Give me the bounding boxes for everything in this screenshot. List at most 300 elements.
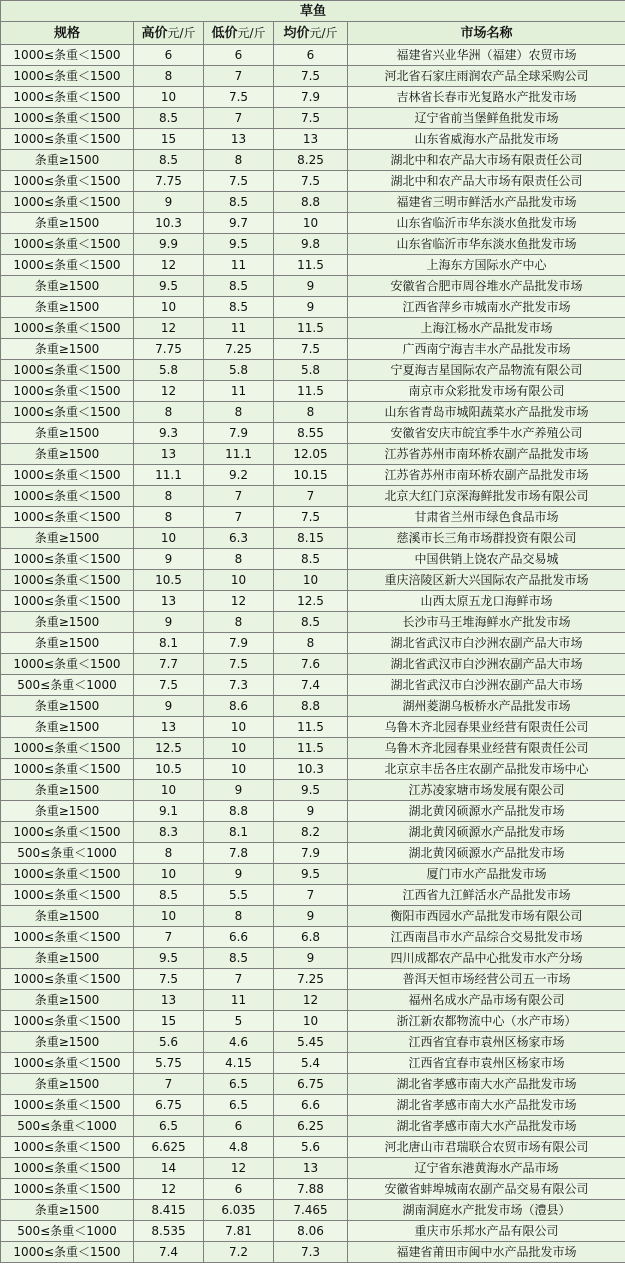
table-row xyxy=(1,612,625,633)
market-name-cell: 甘肃省兰州市绿色食品市场 xyxy=(348,507,625,528)
high-price-cell: 8.5 xyxy=(134,108,204,129)
low-price-cell: 7.2 xyxy=(204,1242,274,1263)
table-row xyxy=(1,1158,625,1179)
low-price-cell: 7.8 xyxy=(204,843,274,864)
market-name-cell: 湖州菱湖乌板桥水产品批发市场 xyxy=(348,696,625,717)
high-price-cell: 6.75 xyxy=(134,1095,204,1116)
low-price-cell: 13 xyxy=(204,129,274,150)
market-name-cell: 长沙市马王堆海鲜水产批发市场 xyxy=(348,612,625,633)
high-price-cell: 5.75 xyxy=(134,1053,204,1074)
spec-cell: 1000≤条重＜1500 xyxy=(1,591,134,612)
market-name-cell: 厦门市水产品批发市场 xyxy=(348,864,625,885)
low-price-cell: 5.5 xyxy=(204,885,274,906)
header-row xyxy=(1,22,625,45)
market-name-cell: 湖北省孝感市南大水产品批发市场 xyxy=(348,1095,625,1116)
spec-cell: 1000≤条重＜1500 xyxy=(1,255,134,276)
table-row xyxy=(1,1053,625,1074)
high-price-cell: 10 xyxy=(134,780,204,801)
low-price-cell: 7 xyxy=(204,108,274,129)
low-price-cell: 11.1 xyxy=(204,444,274,465)
high-price-cell: 8 xyxy=(134,486,204,507)
market-name-cell: 重庆涪陵区新大兴国际农产品批发市场 xyxy=(348,570,625,591)
spec-cell: 1000≤条重＜1500 xyxy=(1,1179,134,1200)
low-price-cell: 9.2 xyxy=(204,465,274,486)
low-price-cell: 7.9 xyxy=(204,633,274,654)
high-price-cell: 8 xyxy=(134,843,204,864)
table-row xyxy=(1,549,625,570)
spec-cell: 1000≤条重＜1500 xyxy=(1,87,134,108)
market-name-cell: 辽宁省前当堡鲜鱼批发市场 xyxy=(348,108,625,129)
market-name-cell: 湖北省武汉市白沙洲农副产品大市场 xyxy=(348,633,625,654)
market-name-cell: 江西省宜春市袁州区杨家市场 xyxy=(348,1053,625,1074)
market-name-cell: 湖北黄冈硕源水产品批发市场 xyxy=(348,822,625,843)
market-name-cell: 普洱天恒市场经营公司五一市场 xyxy=(348,969,625,990)
spec-cell: 条重≥1500 xyxy=(1,948,134,969)
avg-price-cell: 13 xyxy=(274,1158,348,1179)
market-name-cell: 重庆市乐邦水产品有限公司 xyxy=(348,1221,625,1242)
avg-price-cell: 11.5 xyxy=(274,318,348,339)
market-name-cell: 湖北省孝感市南大水产品批发市场 xyxy=(348,1116,625,1137)
low-price-cell: 4.8 xyxy=(204,1137,274,1158)
table-row xyxy=(1,675,625,696)
table-row xyxy=(1,780,625,801)
avg-price-cell: 11.5 xyxy=(274,255,348,276)
table-row xyxy=(1,1116,625,1137)
spec-cell: 条重≥1500 xyxy=(1,906,134,927)
table-row xyxy=(1,1242,625,1263)
table-row xyxy=(1,1179,625,1200)
market-name-cell: 上海江杨水产品批发市场 xyxy=(348,318,625,339)
market-name-cell: 江苏省苏州市南环桥农副产品批发市场 xyxy=(348,465,625,486)
market-name-cell: 山东省威海水产品批发市场 xyxy=(348,129,625,150)
low-price-cell: 10 xyxy=(204,759,274,780)
avg-price-cell: 7.6 xyxy=(274,654,348,675)
avg-price-cell: 7.9 xyxy=(274,843,348,864)
low-price-cell: 5 xyxy=(204,1011,274,1032)
market-name-cell: 湖北黄冈硕源水产品批发市场 xyxy=(348,843,625,864)
low-price-cell: 8 xyxy=(204,402,274,423)
low-price-cell: 6 xyxy=(204,1116,274,1137)
market-name-cell: 山西太原五龙口海鲜市场 xyxy=(348,591,625,612)
high-price-cell: 8.535 xyxy=(134,1221,204,1242)
avg-price-cell: 8.25 xyxy=(274,150,348,171)
table-row xyxy=(1,927,625,948)
avg-price-cell: 6 xyxy=(274,45,348,66)
spec-cell: 500≤条重＜1000 xyxy=(1,675,134,696)
table-row xyxy=(1,969,625,990)
spec-cell: 条重≥1500 xyxy=(1,717,134,738)
avg-price-cell: 7.5 xyxy=(274,339,348,360)
avg-price-cell: 13 xyxy=(274,129,348,150)
market-name-cell: 中国供销上饶农产品交易城 xyxy=(348,549,625,570)
spec-cell: 条重≥1500 xyxy=(1,696,134,717)
spec-cell: 1000≤条重＜1500 xyxy=(1,171,134,192)
low-price-cell: 11 xyxy=(204,990,274,1011)
low-price-cell: 9.7 xyxy=(204,213,274,234)
spec-cell: 1000≤条重＜1500 xyxy=(1,129,134,150)
header-avg xyxy=(274,22,348,45)
spec-cell: 条重≥1500 xyxy=(1,780,134,801)
market-name-cell: 慈溪市长三角市场群投资有限公司 xyxy=(348,528,625,549)
avg-price-cell: 6.6 xyxy=(274,1095,348,1116)
spec-cell: 1000≤条重＜1500 xyxy=(1,885,134,906)
avg-price-cell: 7.4 xyxy=(274,675,348,696)
spec-cell: 条重≥1500 xyxy=(1,1200,134,1221)
low-price-cell: 11 xyxy=(204,381,274,402)
spec-cell: 1000≤条重＜1500 xyxy=(1,402,134,423)
table-row xyxy=(1,360,625,381)
market-name-cell: 湖北省孝感市南大水产品批发市场 xyxy=(348,1074,625,1095)
low-price-cell: 7.9 xyxy=(204,423,274,444)
avg-price-cell: 12 xyxy=(274,990,348,1011)
table-title: 草鱼 xyxy=(1,1,625,22)
avg-price-cell: 9 xyxy=(274,276,348,297)
table-row xyxy=(1,87,625,108)
avg-price-cell: 9.5 xyxy=(274,780,348,801)
table-row xyxy=(1,129,625,150)
high-price-cell: 12 xyxy=(134,255,204,276)
avg-price-cell: 7.3 xyxy=(274,1242,348,1263)
avg-price-cell: 9 xyxy=(274,906,348,927)
low-price-cell: 8.5 xyxy=(204,192,274,213)
spec-cell: 条重≥1500 xyxy=(1,444,134,465)
table-row xyxy=(1,1011,625,1032)
spec-cell: 条重≥1500 xyxy=(1,528,134,549)
avg-price-cell: 7.9 xyxy=(274,87,348,108)
table-row xyxy=(1,66,625,87)
table-row xyxy=(1,255,625,276)
low-price-cell: 7.5 xyxy=(204,87,274,108)
table-row xyxy=(1,108,625,129)
low-price-cell: 6.5 xyxy=(204,1095,274,1116)
avg-price-cell: 9 xyxy=(274,948,348,969)
table-row xyxy=(1,381,625,402)
high-price-cell: 10.5 xyxy=(134,759,204,780)
market-name-cell: 安徽省蚌埠城南农副产品交易有限公司 xyxy=(348,1179,625,1200)
low-price-cell: 9.5 xyxy=(204,234,274,255)
table-row xyxy=(1,948,625,969)
avg-price-cell: 7.5 xyxy=(274,108,348,129)
market-name-cell: 北京京丰岳各庄农副产品批发市场中心 xyxy=(348,759,625,780)
market-name-cell: 福建省兴业华洲（福建）农贸市场 xyxy=(348,45,625,66)
high-price-cell: 9 xyxy=(134,696,204,717)
table-row xyxy=(1,759,625,780)
spec-cell: 1000≤条重＜1500 xyxy=(1,45,134,66)
high-price-cell: 6.5 xyxy=(134,1116,204,1137)
high-price-cell: 9.5 xyxy=(134,948,204,969)
spec-cell: 1000≤条重＜1500 xyxy=(1,1011,134,1032)
low-price-cell: 8.8 xyxy=(204,801,274,822)
table-row xyxy=(1,864,625,885)
market-name-cell: 浙江新农都物流中心（水产市场） xyxy=(348,1011,625,1032)
high-price-cell: 7.5 xyxy=(134,675,204,696)
avg-price-cell: 8 xyxy=(274,402,348,423)
high-price-cell: 8.3 xyxy=(134,822,204,843)
market-name-cell: 江苏省苏州市南环桥农副产品批发市场 xyxy=(348,444,625,465)
spec-cell: 1000≤条重＜1500 xyxy=(1,927,134,948)
high-price-cell: 6 xyxy=(134,45,204,66)
spec-cell: 1000≤条重＜1500 xyxy=(1,108,134,129)
high-price-cell: 10 xyxy=(134,528,204,549)
spec-cell: 条重≥1500 xyxy=(1,1074,134,1095)
high-price-cell: 6.625 xyxy=(134,1137,204,1158)
avg-price-cell: 7.5 xyxy=(274,171,348,192)
market-name-cell: 湖南洞庭水产批发市场（澧县） xyxy=(348,1200,625,1221)
avg-price-cell: 8.2 xyxy=(274,822,348,843)
low-price-cell: 8.1 xyxy=(204,822,274,843)
market-name-cell: 山东省临沂市华东淡水鱼批发市场 xyxy=(348,234,625,255)
header-avg-label: 均价 xyxy=(283,25,310,41)
avg-price-cell: 8.8 xyxy=(274,192,348,213)
spec-cell: 1000≤条重＜1500 xyxy=(1,318,134,339)
table-row xyxy=(1,1200,625,1221)
market-name-cell: 湖北中和农产品大市场有限责任公司 xyxy=(348,150,625,171)
spec-cell: 1000≤条重＜1500 xyxy=(1,1158,134,1179)
avg-price-cell: 6.25 xyxy=(274,1116,348,1137)
avg-price-cell: 9.5 xyxy=(274,864,348,885)
spec-cell: 1000≤条重＜1500 xyxy=(1,549,134,570)
table-row xyxy=(1,885,625,906)
low-price-cell: 6 xyxy=(204,1179,274,1200)
low-price-cell: 10 xyxy=(204,717,274,738)
table-row xyxy=(1,150,625,171)
table-row xyxy=(1,465,625,486)
avg-price-cell: 6.75 xyxy=(274,1074,348,1095)
avg-price-cell: 10.15 xyxy=(274,465,348,486)
high-price-cell: 9 xyxy=(134,549,204,570)
table-row xyxy=(1,213,625,234)
low-price-cell: 8.6 xyxy=(204,696,274,717)
low-price-cell: 7.5 xyxy=(204,654,274,675)
avg-price-cell: 10.3 xyxy=(274,759,348,780)
low-price-cell: 8.5 xyxy=(204,948,274,969)
high-price-cell: 12 xyxy=(134,318,204,339)
spec-cell: 1000≤条重＜1500 xyxy=(1,234,134,255)
low-price-cell: 7 xyxy=(204,507,274,528)
market-name-cell: 江苏凌家塘市场发展有限公司 xyxy=(348,780,625,801)
spec-cell: 1000≤条重＜1500 xyxy=(1,570,134,591)
header-high-unit: 元/斤 xyxy=(167,25,196,40)
avg-price-cell: 7.5 xyxy=(274,66,348,87)
avg-price-cell: 7.88 xyxy=(274,1179,348,1200)
high-price-cell: 7.75 xyxy=(134,339,204,360)
avg-price-cell: 8.5 xyxy=(274,549,348,570)
table-body xyxy=(1,45,625,1263)
high-price-cell: 7.5 xyxy=(134,969,204,990)
high-price-cell: 10 xyxy=(134,864,204,885)
avg-price-cell: 6.8 xyxy=(274,927,348,948)
spec-cell: 1000≤条重＜1500 xyxy=(1,465,134,486)
high-price-cell: 9.5 xyxy=(134,276,204,297)
low-price-cell: 8 xyxy=(204,906,274,927)
spec-cell: 1000≤条重＜1500 xyxy=(1,969,134,990)
high-price-cell: 13 xyxy=(134,444,204,465)
spec-cell: 1000≤条重＜1500 xyxy=(1,822,134,843)
market-name-cell: 乌鲁木齐北园春果业经营有限责任公司 xyxy=(348,738,625,759)
spec-cell: 1000≤条重＜1500 xyxy=(1,192,134,213)
market-name-cell: 湖北省武汉市白沙洲农副产品大市场 xyxy=(348,654,625,675)
high-price-cell: 9.1 xyxy=(134,801,204,822)
table-row xyxy=(1,822,625,843)
high-price-cell: 12 xyxy=(134,1179,204,1200)
low-price-cell: 6.6 xyxy=(204,927,274,948)
low-price-cell: 7.81 xyxy=(204,1221,274,1242)
table-row xyxy=(1,1221,625,1242)
table-row xyxy=(1,717,625,738)
spec-cell: 500≤条重＜1000 xyxy=(1,1116,134,1137)
avg-price-cell: 7 xyxy=(274,486,348,507)
table-row xyxy=(1,696,625,717)
table-row xyxy=(1,990,625,1011)
spec-cell: 1000≤条重＜1500 xyxy=(1,360,134,381)
avg-price-cell: 8.8 xyxy=(274,696,348,717)
market-name-cell: 江西省萍乡市城南水产批发市场 xyxy=(348,297,625,318)
market-name-cell: 四川成都农产品中心批发市水产分场 xyxy=(348,948,625,969)
market-name-cell: 山东省青岛市城阳蔬菜水产品批发市场 xyxy=(348,402,625,423)
table-row xyxy=(1,906,625,927)
low-price-cell: 8.5 xyxy=(204,297,274,318)
spec-cell: 1000≤条重＜1500 xyxy=(1,1095,134,1116)
market-name-cell: 湖北黄冈硕源水产品批发市场 xyxy=(348,801,625,822)
high-price-cell: 15 xyxy=(134,1011,204,1032)
spec-cell: 1000≤条重＜1500 xyxy=(1,381,134,402)
low-price-cell: 6.3 xyxy=(204,528,274,549)
header-low xyxy=(204,22,274,45)
avg-price-cell: 5.6 xyxy=(274,1137,348,1158)
spec-cell: 条重≥1500 xyxy=(1,1032,134,1053)
high-price-cell: 7 xyxy=(134,927,204,948)
table-row xyxy=(1,843,625,864)
header-low-label: 低价 xyxy=(211,25,238,41)
market-name-cell: 江西南昌市水产品综合交易批发市场 xyxy=(348,927,625,948)
low-price-cell: 4.6 xyxy=(204,1032,274,1053)
avg-price-cell: 11.5 xyxy=(274,738,348,759)
high-price-cell: 12.5 xyxy=(134,738,204,759)
high-price-cell: 8.415 xyxy=(134,1200,204,1221)
table-row xyxy=(1,297,625,318)
spec-cell: 1000≤条重＜1500 xyxy=(1,654,134,675)
market-name-cell: 安徽省安庆市皖宜季牛水产养殖公司 xyxy=(348,423,625,444)
avg-price-cell: 5.45 xyxy=(274,1032,348,1053)
market-name-cell: 衡阳市西园水产品批发市场有限公司 xyxy=(348,906,625,927)
low-price-cell: 7 xyxy=(204,969,274,990)
table-row xyxy=(1,45,625,66)
low-price-cell: 7 xyxy=(204,486,274,507)
spec-cell: 条重≥1500 xyxy=(1,150,134,171)
market-name-cell: 河北省石家庄雨润农产品全球采购公司 xyxy=(348,66,625,87)
high-price-cell: 10.5 xyxy=(134,570,204,591)
high-price-cell: 9.3 xyxy=(134,423,204,444)
avg-price-cell: 8.06 xyxy=(274,1221,348,1242)
table-row xyxy=(1,507,625,528)
avg-price-cell: 8.5 xyxy=(274,612,348,633)
spec-cell: 1000≤条重＜1500 xyxy=(1,864,134,885)
spec-cell: 条重≥1500 xyxy=(1,612,134,633)
table-row xyxy=(1,444,625,465)
table-row xyxy=(1,591,625,612)
low-price-cell: 11 xyxy=(204,318,274,339)
low-price-cell: 9 xyxy=(204,864,274,885)
avg-price-cell: 7.5 xyxy=(274,507,348,528)
market-name-cell: 江西省九江鲜活水产品批发市场 xyxy=(348,885,625,906)
spec-cell: 条重≥1500 xyxy=(1,339,134,360)
high-price-cell: 11.1 xyxy=(134,465,204,486)
spec-cell: 1000≤条重＜1500 xyxy=(1,1053,134,1074)
spec-cell: 条重≥1500 xyxy=(1,276,134,297)
low-price-cell: 8 xyxy=(204,549,274,570)
low-price-cell: 6.035 xyxy=(204,1200,274,1221)
spec-cell: 1000≤条重＜1500 xyxy=(1,507,134,528)
avg-price-cell: 10 xyxy=(274,1011,348,1032)
high-price-cell: 7 xyxy=(134,1074,204,1095)
spec-cell: 条重≥1500 xyxy=(1,297,134,318)
market-name-cell: 湖北中和农产品大市场有限责任公司 xyxy=(348,171,625,192)
table-row xyxy=(1,801,625,822)
spec-cell: 1000≤条重＜1500 xyxy=(1,66,134,87)
market-name-cell: 福建省莆田市闽中水产品批发市场 xyxy=(348,1242,625,1263)
high-price-cell: 7.7 xyxy=(134,654,204,675)
market-name-cell: 安徽省合肥市周谷堆水产品批发市场 xyxy=(348,276,625,297)
low-price-cell: 7.5 xyxy=(204,171,274,192)
high-price-cell: 13 xyxy=(134,591,204,612)
avg-price-cell: 5.8 xyxy=(274,360,348,381)
spec-cell: 1000≤条重＜1500 xyxy=(1,1137,134,1158)
header-avg-unit: 元/斤 xyxy=(309,25,338,40)
avg-price-cell: 10 xyxy=(274,213,348,234)
market-name-cell: 南京市众彩批发市场有限公司 xyxy=(348,381,625,402)
high-price-cell: 8.5 xyxy=(134,150,204,171)
high-price-cell: 15 xyxy=(134,129,204,150)
table-row xyxy=(1,738,625,759)
avg-price-cell: 8.15 xyxy=(274,528,348,549)
table-row xyxy=(1,570,625,591)
high-price-cell: 9 xyxy=(134,612,204,633)
market-name-cell: 上海东方国际水产中心 xyxy=(348,255,625,276)
market-name-cell: 北京大红门京深海鲜批发市场有限公司 xyxy=(348,486,625,507)
avg-price-cell: 8.55 xyxy=(274,423,348,444)
low-price-cell: 10 xyxy=(204,570,274,591)
spec-cell: 1000≤条重＜1500 xyxy=(1,1242,134,1263)
high-price-cell: 5.8 xyxy=(134,360,204,381)
low-price-cell: 6 xyxy=(204,45,274,66)
high-price-cell: 5.6 xyxy=(134,1032,204,1053)
high-price-cell: 7.4 xyxy=(134,1242,204,1263)
avg-price-cell: 12.5 xyxy=(274,591,348,612)
low-price-cell: 7 xyxy=(204,66,274,87)
market-name-cell: 宁夏海吉星国际农产品物流有限公司 xyxy=(348,360,625,381)
table-row xyxy=(1,633,625,654)
market-name-cell: 吉林省长春市光复路水产批发市场 xyxy=(348,87,625,108)
spec-cell: 条重≥1500 xyxy=(1,213,134,234)
table-row xyxy=(1,654,625,675)
table-row xyxy=(1,1095,625,1116)
spec-cell: 条重≥1500 xyxy=(1,801,134,822)
market-name-cell: 辽宁省东港黄海水产品市场 xyxy=(348,1158,625,1179)
table-row xyxy=(1,1074,625,1095)
avg-price-cell: 10 xyxy=(274,570,348,591)
avg-price-cell: 7 xyxy=(274,885,348,906)
high-price-cell: 8 xyxy=(134,66,204,87)
header-low-unit: 元/斤 xyxy=(237,25,266,40)
market-name-cell: 湖北省武汉市白沙洲农副产品大市场 xyxy=(348,675,625,696)
low-price-cell: 12 xyxy=(204,1158,274,1179)
low-price-cell: 10 xyxy=(204,738,274,759)
high-price-cell: 8.5 xyxy=(134,885,204,906)
high-price-cell: 8.1 xyxy=(134,633,204,654)
market-name-cell: 乌鲁木齐北园春果业经营有限责任公司 xyxy=(348,717,625,738)
market-name-cell: 福建省三明市鲜活水产品批发市场 xyxy=(348,192,625,213)
avg-price-cell: 9.8 xyxy=(274,234,348,255)
